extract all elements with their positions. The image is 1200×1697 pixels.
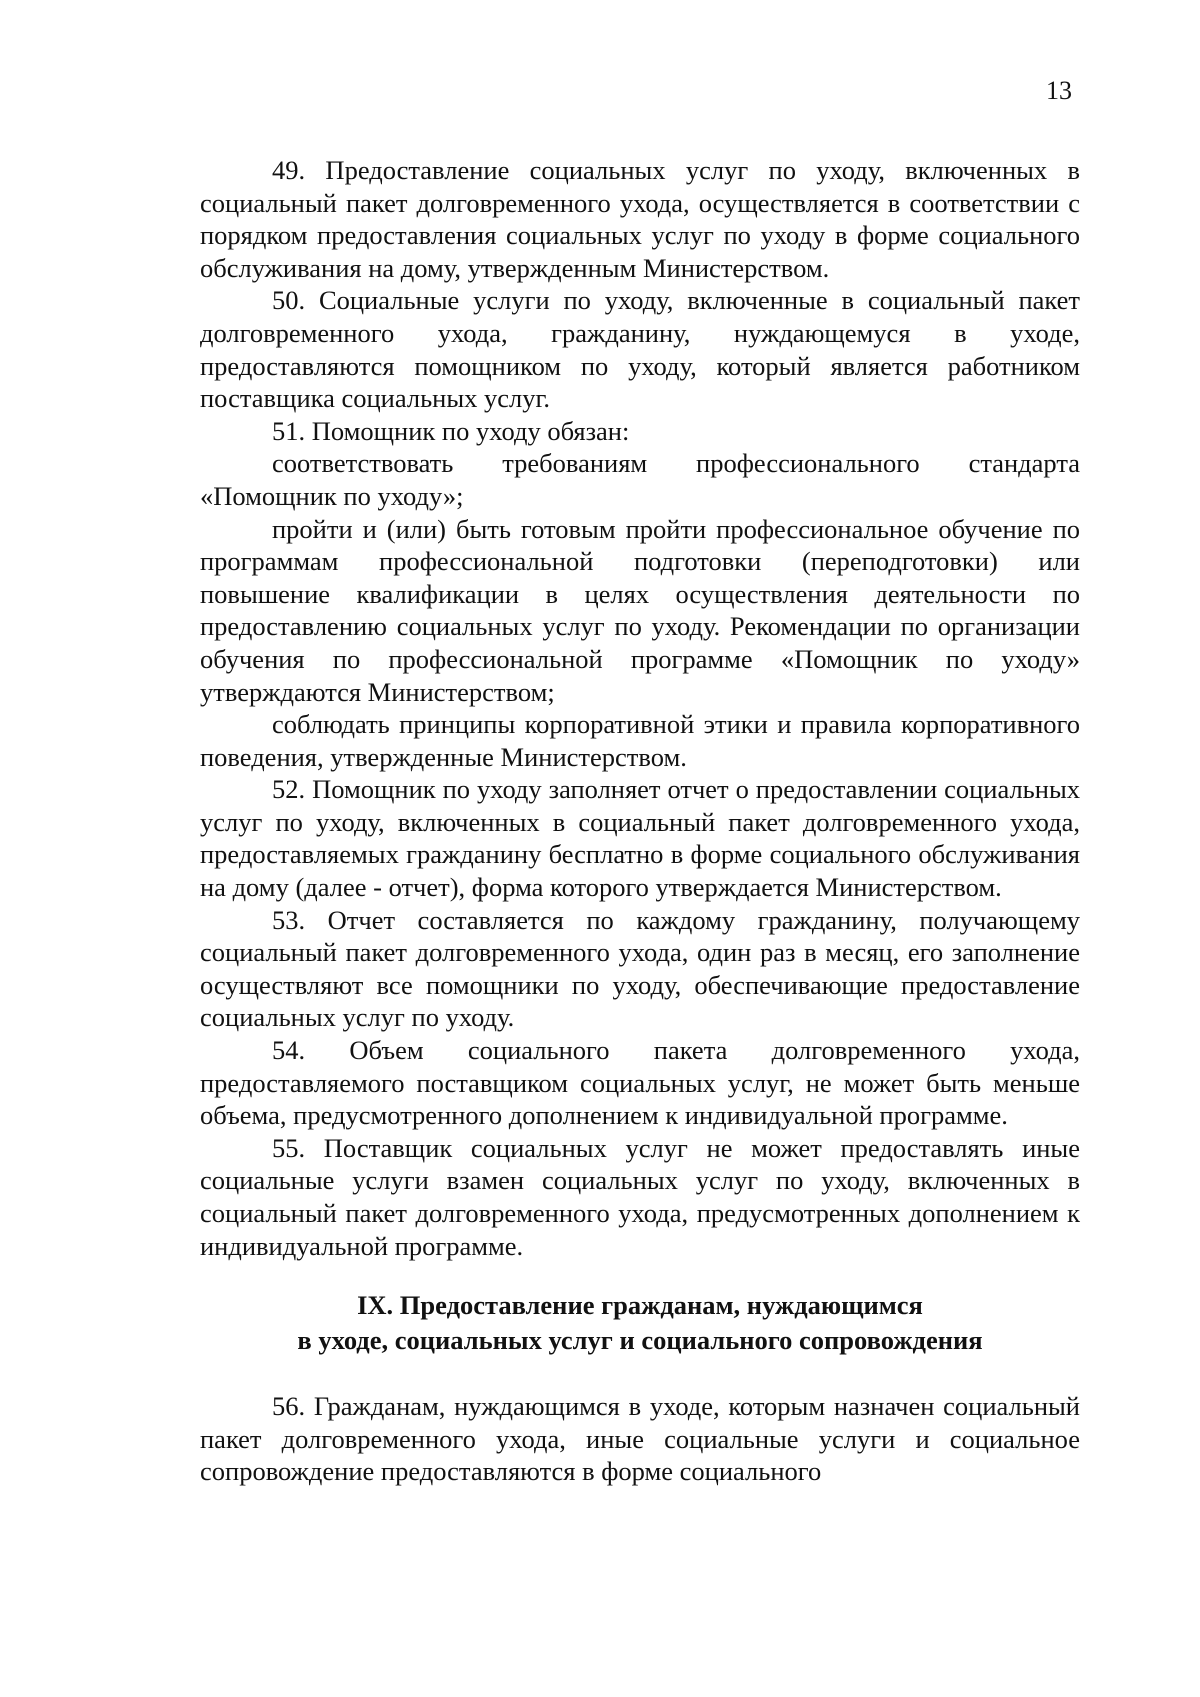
paragraph-51-item-2: пройти и (или) быть готовым пройти профессиональное обучение по программам профессиональной подготовки (переподготовки) или повышение квалификации в целях осуществления деятельности по предоставлению социальных услуг по уходу. Рекомендации по организации обучения по профессиональной программе «Помощник по уходу» утверждаются Министерством; xyxy=(200,513,1080,707)
paragraph-53: 53. Отчет составляется по каждому гражданину, получающему социальный пакет долговременного ухода, один раз в месяц, его заполнение осуществляют все помощники по уходу, обеспечивающие предоставление социальных услуг по уходу. xyxy=(200,904,1080,1033)
section-heading xyxy=(200,1288,1080,1358)
paragraph-52: 52. Помощник по уходу заполняет отчет о предоставлении социальных услуг по уходу, включенных в социальный пакет долговременного ухода, предоставляемых гражданину бесплатно в форме социального обслуживания на дому (далее - отчет), форма которого утверждается Министерством. xyxy=(200,774,1080,903)
paragraph-51: 51. Помощник по уходу обязан: xyxy=(272,415,630,446)
paragraph-50: 50. Социальные услуги по уходу, включенные в социальный пакет долговременного ухода, гражданину, нуждающемуся в уходе, предоставляются помощником по уходу, который является работником поставщика социальных услуг. xyxy=(200,285,1080,414)
paragraph-54: 54. Объем социального пакета долговременного ухода, предоставляемого поставщиком социальных услуг, не может быть меньше объема, предусмотренного дополнением к индивидуальной программе. xyxy=(200,1035,1080,1131)
paragraph-56: 56. Гражданам, нуждающимся в уходе, которым назначен социальный пакет долговременного ухода, иные социальные услуги и социальное сопровождение предоставляются в форме социального xyxy=(200,1391,1080,1487)
document-body xyxy=(200,154,1080,1488)
section-heading-line-2: в уходе, социальных услуг и социального сопровождения xyxy=(297,1325,983,1356)
paragraph-51-item-1: соответствовать требованиям профессионального стандарта «Помощник по уходу»; xyxy=(200,448,1080,511)
paragraph-49: 49. Предоставление социальных услуг по уходу, включенных в социальный пакет долговременного ухода, осуществляется в соответствии с порядком предоставления социальных услуг по уходу в форме социального обслуживания на дому, утвержденным Министерством. xyxy=(200,155,1080,283)
page-number: 13 xyxy=(1046,76,1072,105)
paragraph-55: 55. Поставщик социальных услуг не может предоставлять иные социальные услуги взамен социальных услуг по уходу, включенных в социальный пакет долговременного ухода, предусмотренных дополнением к индивидуальной программе. xyxy=(200,1132,1080,1261)
section-heading-line-1: IX. Предоставление гражданам, нуждающимся xyxy=(357,1290,923,1321)
paragraph-51-item-3: соблюдать принципы корпоративной этики и правила корпоративного поведения, утвержденные Министерством. xyxy=(200,709,1080,772)
